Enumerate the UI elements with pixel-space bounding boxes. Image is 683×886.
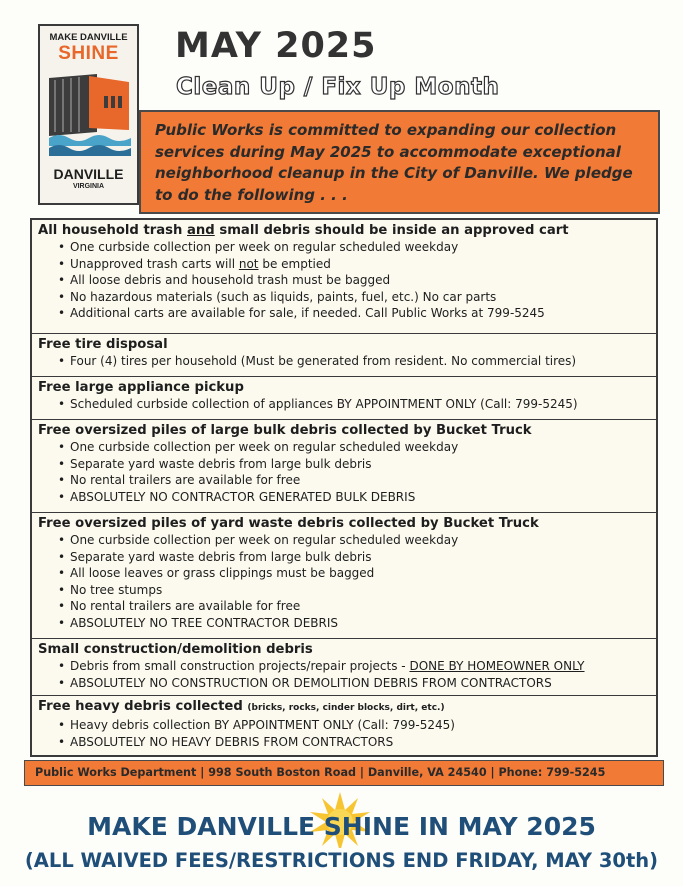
section-yard-waste <box>32 512 656 639</box>
list-item: • Additional carts are available for sale, if needed. Call Public Works at 799-5245 <box>32 305 656 322</box>
section-list <box>32 658 656 691</box>
list-item: • One curbside collection per week on regular scheduled weekday <box>32 439 656 456</box>
list-item: • No rental trailers are available for free <box>32 472 656 489</box>
list-item: • Scheduled curbside collection of appliances BY APPOINTMENT ONLY (Call: 799-5245) <box>32 396 656 413</box>
section-heading: Free oversized piles of large bulk debris collected by Bucket Truck <box>38 423 532 438</box>
list-item: • No rental trailers are available for free <box>32 598 656 615</box>
logo-state: VIRGINIA <box>72 183 105 190</box>
list-item: • Separate yard waste debris from large bulk debris <box>32 549 656 566</box>
logo-line-1: MAKE DANVILLE <box>49 32 128 43</box>
slogan-line-1: MAKE DANVILLE SHINE IN MAY 2025 <box>87 812 596 841</box>
section-construction-debris <box>32 638 656 696</box>
list-item: • Heavy debris collection BY APPOINTMENT ONLY (Call: 799-5245) <box>32 717 656 734</box>
services-table <box>30 218 658 757</box>
list-item: • No hazardous materials (such as liquids, paints, fuel, etc.) No car parts <box>32 289 656 306</box>
page-title: MAY 2025 <box>175 26 377 66</box>
section-list <box>32 353 656 370</box>
list-item: • One curbside collection per week on regular scheduled weekday <box>32 532 656 549</box>
list-item: • ABSOLUTELY NO CONSTRUCTION OR DEMOLITION DEBRIS FROM CONTRACTORS <box>32 675 656 692</box>
page-subtitle: Clean Up / Fix Up Month <box>176 74 500 100</box>
section-list <box>32 239 656 322</box>
list-item: • No tree stumps <box>32 582 656 599</box>
section-tire-disposal <box>32 333 656 377</box>
section-list <box>32 396 656 413</box>
list-item: • All loose leaves or grass clippings must be bagged <box>32 565 656 582</box>
contact-footer: Public Works Department | 998 South Boston Road | Danville, VA 24540 | Phone: 799-5245 <box>24 760 664 786</box>
section-list <box>32 532 656 632</box>
logo-city: DANVILLE <box>53 166 124 182</box>
pledge-banner <box>139 110 660 214</box>
list-item: • ABSOLUTELY NO HEAVY DEBRIS FROM CONTRACTORS <box>32 734 656 751</box>
building-river-icon <box>49 72 131 162</box>
make-danville-shine-logo <box>38 24 139 205</box>
list-item: • Separate yard waste debris from large bulk debris <box>32 456 656 473</box>
list-item: • Four (4) tires per household (Must be generated from resident. No commercial tires) <box>32 353 656 370</box>
list-item: • One curbside collection per week on regular scheduled weekday <box>32 239 656 256</box>
section-heading: Small construction/demolition debris <box>38 642 313 657</box>
section-heading: Free large appliance pickup <box>38 380 244 395</box>
section-heading: All household trash and small debris should be inside an approved cart <box>38 223 569 238</box>
section-list <box>32 717 656 750</box>
list-item: • All loose debris and household trash must be bagged <box>32 272 656 289</box>
logo-line-2: SHINE <box>58 43 119 64</box>
section-bulk-debris <box>32 419 656 513</box>
list-item: • Unapproved trash carts will not be emptied <box>32 256 656 273</box>
pledge-text: Public Works is committed to expanding our collection services during May 2025 to accommodate exceptional neighborhood cleanup in the City of Danville. We pledge to do the following . . . <box>155 121 633 204</box>
list-item: • ABSOLUTELY NO TREE CONTRACTOR DEBRIS <box>32 615 656 632</box>
section-heading: Free heavy debris collected (bricks, rocks, cinder blocks, dirt, etc.) <box>38 699 445 714</box>
section-heading: Free tire disposal <box>38 337 168 352</box>
slogan-line-2: (ALL WAIVED FEES/RESTRICTIONS END FRIDAY, MAY 30th) <box>24 849 659 872</box>
section-list <box>32 439 656 505</box>
list-item: • ABSOLUTELY NO CONTRACTOR GENERATED BULK DEBRIS <box>32 489 656 506</box>
list-item: • Debris from small construction projects/repair projects - DONE BY HOMEOWNER ONLY <box>32 658 656 675</box>
section-heading: Free oversized piles of yard waste debris collected by Bucket Truck <box>38 516 539 531</box>
section-heavy-debris <box>32 695 656 756</box>
section-household-trash <box>32 220 656 333</box>
section-appliance-pickup <box>32 376 656 420</box>
